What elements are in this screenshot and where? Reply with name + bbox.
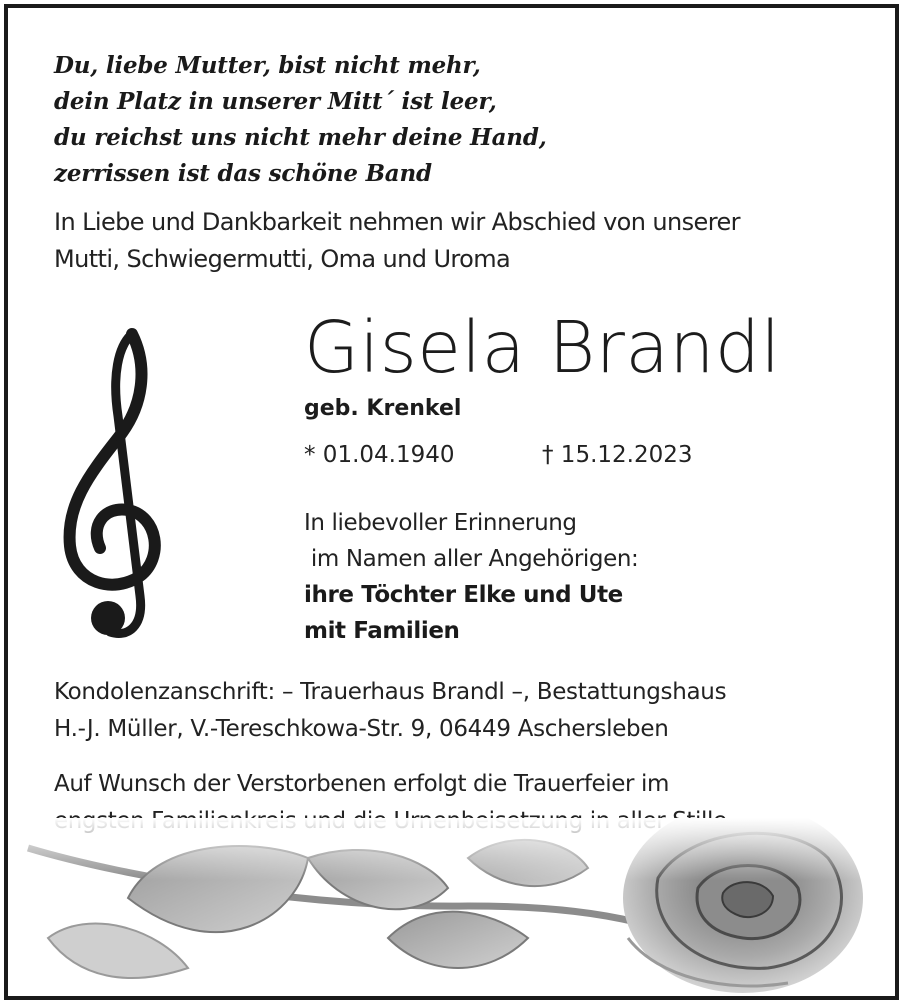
intro-line: In Liebe und Dankbarkeit nehmen wir Abschied von unserer [54,208,740,236]
poem-line: zerrissen ist das schöne Band [54,160,432,187]
condolence-address [54,674,874,748]
intro-line: Mutti, Schwiegermutti, Oma und Uroma [54,245,511,273]
poem-line: dein Platz in unserer Mitt´ ist leer, [54,88,497,115]
obituary-card [4,4,899,1000]
memory-line: im Namen aller Angehörigen: [304,546,639,572]
memory-block [304,505,638,649]
farewell-intro [54,204,874,278]
death-date: † 15.12.2023 [542,442,693,468]
rose-image [8,818,895,996]
address-line: H.-J. Müller, V.-Tereschkowa-Str. 9, 06449 Aschersleben [54,716,669,742]
deceased-name: Gisela Brandl [304,306,781,389]
poem-line: du reichst uns nicht mehr deine Hand, [54,124,547,151]
poem [54,48,547,192]
address-line: Kondolenzanschrift: – Trauerhaus Brandl –, Bestattungshaus [54,679,727,705]
family-line: mit Familien [304,618,460,644]
birth-name: geb. Krenkel [304,396,462,421]
life-dates [304,438,693,472]
family-line: ihre Töchter Elke und Ute [304,582,623,608]
birth-date: * 01.04.1940 [304,442,455,468]
treble-clef-icon [48,326,178,646]
notice-line: Auf Wunsch der Verstorbenen erfolgt die Trauerfeier im [54,771,669,797]
poem-line: Du, liebe Mutter, bist nicht mehr, [54,52,481,79]
memory-line: In liebevoller Erinnerung [304,510,577,536]
